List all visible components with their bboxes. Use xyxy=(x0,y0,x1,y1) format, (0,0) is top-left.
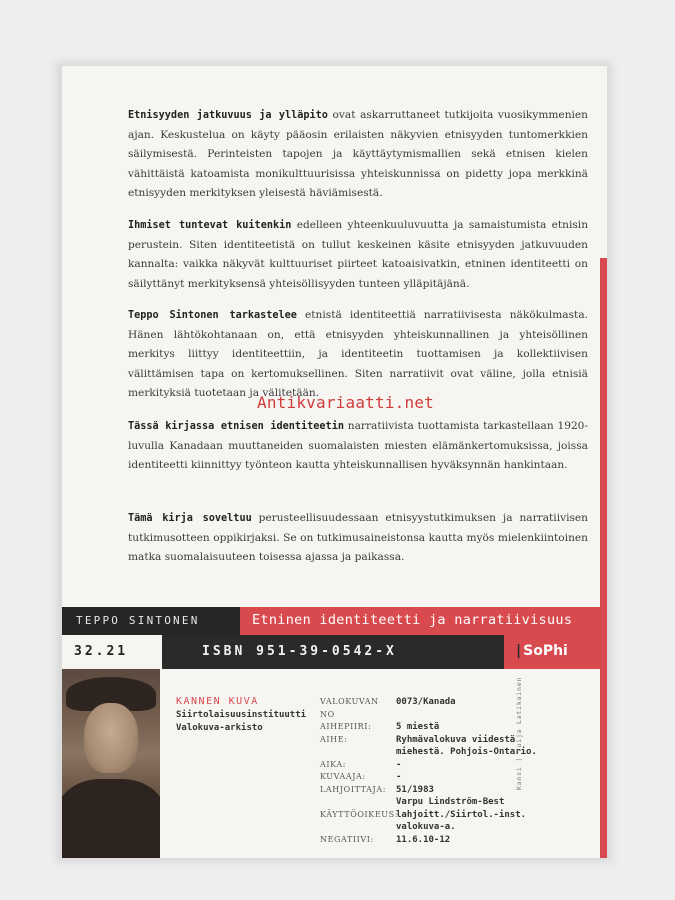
paragraph-5 xyxy=(128,509,588,568)
meta-key: NEGATIIVI: xyxy=(320,834,374,844)
meta-value: 0073/Kanada xyxy=(396,697,456,707)
meta-key xyxy=(320,796,396,809)
photo-body xyxy=(62,779,160,858)
paragraph-5-text: perusteellisuudessaan etnisyystutkimuksen ja narratiivisen tutkimusotteen oppikirjaksi. Se on tutkimusaineistonsa kautta myös mielenkiintoinen matka suomalaisuuteen toisessa ajassa ja paikassa. xyxy=(128,512,588,563)
spine-edge xyxy=(600,258,607,858)
meta-row xyxy=(320,746,575,759)
meta-value: valokuva-a. xyxy=(396,822,456,832)
paragraph-3-text: etnistä identiteettiä narratiivisesta näkökulmasta. Hänen lähtökohtanaan on, että etnisyyden yhteiskunnallinen ja yhteisöllinen merkitys liittyy identiteettiin, ja identiteetin tuottamisen ja kollektiivisen välittämisen tapa on kertomuksellinen. Siten narratiivit ovat väline, jolla etnisiä merkityksiä tuotetaan ja välitetään. xyxy=(128,309,589,399)
meta-row xyxy=(320,721,575,734)
paragraph-2 xyxy=(128,216,588,294)
paragraph-5-lead: Tämä kirja soveltuu xyxy=(128,513,252,524)
paragraph-4 xyxy=(128,417,588,476)
paragraph-3 xyxy=(128,306,588,404)
meta-value: 11.6.10-12 xyxy=(396,834,451,845)
publisher-name: SoPhi xyxy=(523,643,568,659)
meta-key xyxy=(320,821,396,834)
meta-value: Varpu Lindström-Best xyxy=(396,797,505,807)
isbn-box xyxy=(162,635,504,669)
author-name: TEPPO SINTONEN xyxy=(76,614,200,627)
isbn: ISBN 951-39-0542-X xyxy=(202,644,397,659)
author-title-band xyxy=(62,607,607,635)
photo-metadata xyxy=(320,696,575,846)
photo-face xyxy=(84,703,138,773)
paragraph-1-lead: Etnisyyden jatkuvuus ja ylläpito xyxy=(128,110,328,121)
meta-row xyxy=(320,696,575,721)
meta-value: - xyxy=(396,759,402,770)
paragraph-2-lead: Ihmiset tuntevat kuitenkin xyxy=(128,220,292,231)
meta-row xyxy=(320,834,575,847)
meta-key: AIHE: xyxy=(320,734,348,744)
meta-row xyxy=(320,796,575,809)
meta-value: 5 miestä xyxy=(396,722,440,732)
meta-value: - xyxy=(396,772,402,782)
cover-caption-line: Valokuva-arkisto xyxy=(176,722,263,733)
title-box xyxy=(240,607,607,635)
paragraph-1-text: ovat askarruttaneet tutkijoita vuosikymmenien ajan. Keskustelua on käyty pääosin erilaisten näkyvien etnisyyden tuntomerkkien säilymisestä. Perinteisten tapojen ja käyttäytymismallien sekä etnisen kielen vähittäistä katoamista monikulttuurisissa yhteiskunnissa on pidetty jopa merkkinä etnisyyden merkityksen yleisestä häviämisestä. xyxy=(128,109,588,199)
cover-caption xyxy=(176,695,306,734)
watermark: Antikvariaatti.net xyxy=(257,393,434,412)
meta-key: KUVAAJA: xyxy=(320,772,366,781)
meta-value: miehestä. Pohjois-Ontario. xyxy=(396,747,537,757)
cover-design-credit: Kansi | Tuija Latikainen xyxy=(515,676,523,790)
book-title: Etninen identiteetti ja narratiivisuus xyxy=(252,612,573,628)
meta-key: AIKA: xyxy=(320,759,347,769)
class-code: 32.21 xyxy=(74,644,129,659)
publisher-logo: | SoPhi xyxy=(516,643,568,659)
meta-row xyxy=(320,784,575,797)
meta-value: lahjoitt./Siirtol.-inst. xyxy=(396,809,527,820)
isbn-band xyxy=(62,635,607,669)
meta-key xyxy=(320,746,396,759)
meta-key: VALOKUVAN NO xyxy=(320,697,379,719)
cover-photo xyxy=(62,669,160,858)
cover-caption-line: Siirtolaisuusinstituutti xyxy=(176,710,307,720)
meta-row xyxy=(320,771,575,784)
meta-key: AIHEPIIRI: xyxy=(320,722,372,731)
cover-caption-title: KANNEN KUVA xyxy=(176,696,259,707)
meta-row xyxy=(320,809,575,822)
meta-key: KÄYTTÖOIKEUS: xyxy=(320,809,399,819)
paragraph-1 xyxy=(128,106,588,204)
meta-value: 51/1983 xyxy=(396,784,434,795)
meta-row xyxy=(320,734,575,747)
paragraph-2-text: edelleen yhteenkuuluvuutta ja samaistumista etnisin perustein. Siten identiteetistä on tullut keskeinen käsite etnisyyden jatkuvuuden kannalta: vaikka näkyvät kulttuuriset piirteet katoaisivatkin, etninen identiteetti on säilyttänyt merkityksensä yhteisöllisyyden tunteen ylläpitäjänä. xyxy=(128,219,589,290)
meta-value: Ryhmävalokuva viidestä xyxy=(396,734,516,745)
paragraph-4-lead: Tässä kirjassa etnisen identiteetin xyxy=(128,421,344,432)
paragraph-4-text: narratiivista tuottamista tarkastellaan 1920-luvulla Kanadaan muuttaneiden suomalaisten miesten elämänkertomuksissa, joissa identiteetti kiinnittyy työnteon kautta yhteiskunnallisen hyväksynnän hankintaan. xyxy=(128,420,588,471)
meta-key: LAHJOITTAJA: xyxy=(320,784,387,794)
publisher-box xyxy=(504,635,607,669)
book-back-cover xyxy=(62,66,607,858)
cover-photo-section xyxy=(62,669,607,858)
meta-row xyxy=(320,759,575,772)
paragraph-3-lead: Teppo Sintonen tarkastelee xyxy=(128,310,297,321)
meta-row xyxy=(320,821,575,834)
